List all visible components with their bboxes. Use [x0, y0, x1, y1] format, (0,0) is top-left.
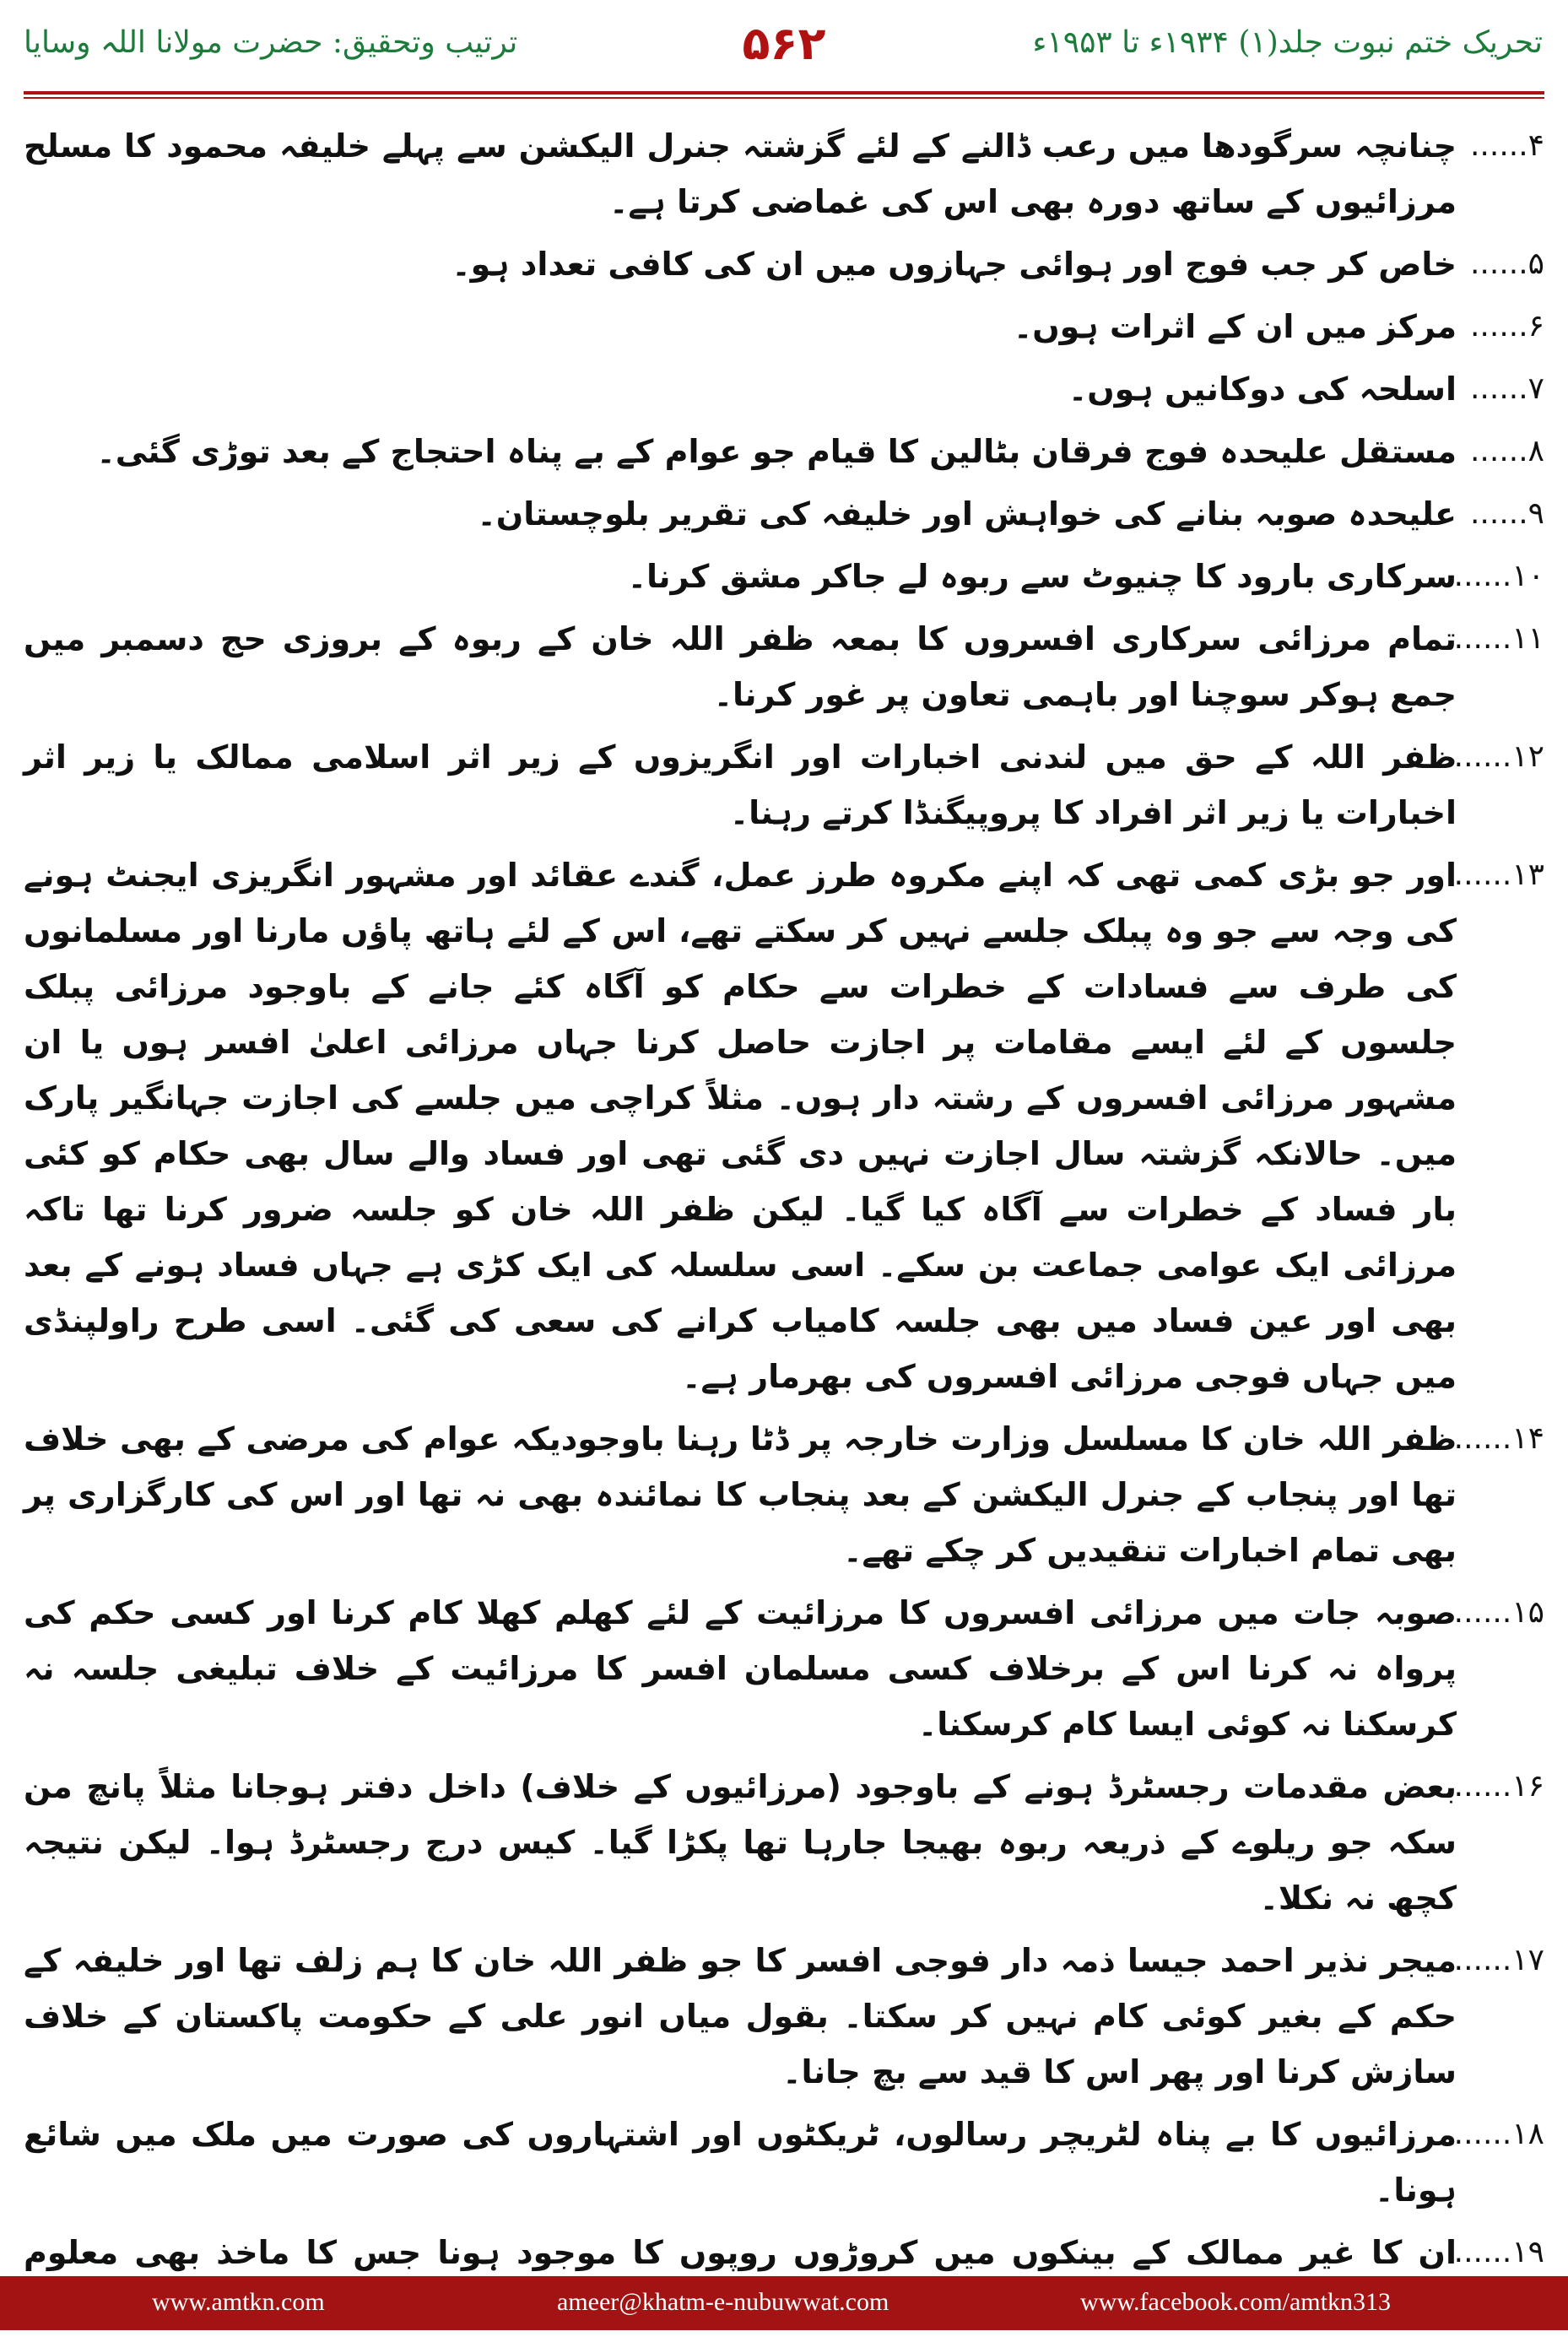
item-number: ۵......: [1469, 246, 1544, 281]
item-text: ظفر اللہ خان کا مسلسل وزارت خارجہ پر ڈٹا رہنا باوجودیکہ عوام کی مرضی کے بھی خلاف تھا اور پنجاب کے جنرل الیکشن کے بعد پنجاب کا نمائندہ بھی نہ تھا اور اس کی کارگزاری پر بھی تمام اخبارات تنقیدیں کر چکے تھے۔: [24, 1420, 1457, 1569]
item-text: مستقل علیحدہ فوج فرقان بٹالین کا قیام جو عوام کے بے پناہ احتجاج کے بعد توڑی گئی۔: [96, 433, 1457, 470]
list-item: [24, 729, 1544, 841]
page-footer: [0, 2276, 1568, 2330]
item-text: میجر نذیر احمد جیسا ذمہ دار فوجی افسر کا جو ظفر اللہ خان کا ہم زلف تھا اور خلیفہ کے حکم کے بغیر کوئی کام نہیں کر سکتا۔ بقول میاں انور علی کے حکومت پاکستان کے خلاف سازش کرنا اور پھر اس کا قید سے بچ جانا۔: [24, 1942, 1457, 2090]
item-text: صوبہ جات میں مرزائی افسروں کا مرزائیت کے لئے کھلم کھلا کام کرنا اور کسی حکم کی پرواہ نہ کرنا اس کے برخلاف کسی مسلمان افسر کا مرزائیت کے خلاف تبلیغی جلسہ نہ کرسکنا نہ کوئی ایسا کام کرسکنا۔: [24, 1594, 1457, 1743]
list-item: [24, 2107, 1544, 2218]
book-title: تحریک ختم نبوت جلد(۱) ۱۹۳۴ء تا ۱۹۵۳ء: [1032, 25, 1543, 60]
item-number: ۱۹......: [1453, 2235, 1544, 2269]
item-text: ظفر اللہ کے حق میں لندنی اخبارات اور انگریزوں کے زیر اثر اسلامی ممالک یا زیر اثر اخبارات یا زیر اثر افراد کا پروپیگنڈا کرتے رہنا۔: [24, 738, 1457, 831]
website-link[interactable]: www.amtkn.com: [152, 2288, 325, 2316]
item-text: علیحدہ صوبہ بنانے کی خواہش اور خلیفہ کی تقریر بلوچستان۔: [477, 495, 1457, 533]
item-number: ۱۵......: [1453, 1595, 1544, 1630]
page-body: [24, 118, 1544, 2271]
item-text: خاص کر جب فوج اور ہوائی جہازوں میں ان کی کافی تعداد ہو۔: [451, 246, 1457, 283]
facebook-link[interactable]: www.facebook.com/amtkn313: [1080, 2288, 1391, 2316]
list-item: [24, 549, 1544, 604]
header-divider-thin: [24, 97, 1544, 99]
item-number: ۴......: [1469, 128, 1544, 163]
item-number: ۱۷......: [1453, 1943, 1544, 1977]
item-text: چنانچہ سرگودھا میں رعب ڈالنے کے لئے گزشتہ جنرل الیکشن سے پہلے خلیفہ محمود کا مسلح مرزائیوں کے ساتھ دورہ بھی اس کی غماضی کرتا ہے۔: [24, 127, 1457, 220]
item-text: مرزائیوں کا بے پناہ لٹریچر رسالوں، ٹریکٹوں اور اشتہاروں کی صورت میں ملک میں شائع ہونا۔: [24, 2116, 1457, 2209]
item-number: ۱۱......: [1453, 621, 1544, 656]
item-text: تمام مرزائی سرکاری افسروں کا بمعہ ظفر اللہ خان کے ربوہ کے بروزی حج دسمبر میں جمع ہوکر سوچنا اور باہمی تعاون پر غور کرنا۔: [24, 620, 1457, 713]
compiler-credit: ترتیب وتحقیق: حضرت مولانا اللہ وسایا: [24, 25, 518, 60]
item-number: ۶......: [1469, 309, 1544, 343]
item-text: اسلحہ کی دوکانیں ہوں۔: [1068, 371, 1457, 408]
list-item: [24, 299, 1544, 354]
list-item: [24, 361, 1544, 417]
email-link[interactable]: ameer@khatm-e-nubuwwat.com: [557, 2288, 889, 2316]
item-number: ۷......: [1469, 371, 1544, 406]
list-item: [24, 424, 1544, 479]
item-number: ۱۲......: [1453, 739, 1544, 774]
list-item: [24, 486, 1544, 542]
item-number: ۱۴......: [1453, 1421, 1544, 1456]
item-text: بعض مقدمات رجسٹرڈ ہونے کے باوجود (مرزائیوں کے خلاف) داخل دفتر ہوجانا مثلاً پانچ من سکہ جو ریلوے کے ذریعہ ربوہ بھیجا جارہا تھا پکڑا گیا۔ کیس درج رجسٹرڈ ہوا۔ لیکن نتیجہ کچھ نہ نکلا۔: [24, 1768, 1457, 1917]
list-item: [24, 118, 1544, 230]
item-number: ۱۶......: [1453, 1769, 1544, 1804]
page-header: [0, 0, 1568, 100]
item-text: مرکز میں ان کے اثرات ہوں۔: [1013, 308, 1457, 345]
item-number: ۱۰......: [1453, 559, 1544, 593]
list-item: [24, 1759, 1544, 1926]
item-text: ان کا غیر ممالک کے بینکوں میں کروڑوں روپوں کا موجود ہونا جس کا ماخذ بھی معلوم: [24, 2234, 1457, 2271]
header-divider: [24, 91, 1544, 95]
list-item: [24, 847, 1544, 1404]
list-item: [24, 1933, 1544, 2100]
list-item: [24, 1411, 1544, 1578]
page-number: ۵۶۲: [742, 17, 826, 70]
list-item: [24, 236, 1544, 292]
item-text: سرکاری بارود کا چنیوٹ سے ربوہ لے جاکر مشق کرنا۔: [627, 558, 1457, 595]
item-number: ۹......: [1469, 496, 1544, 531]
item-text: اور جو بڑی کمی تھی کہ اپنے مکروہ طرز عمل، گندے عقائد اور مشہور انگریزی ایجنٹ ہونے کی وجہ سے جو وہ پبلک جلسے نہیں کر سکتے تھے، اس کے لئے ہاتھ پاؤں مارنا اور مسلمانوں کی طرف سے فسادات کے خطرات سے حکام کو آگاہ کئے جانے کے باوجود مرزائی پبلک جلسوں کے لئے ایسے مقامات پر اجازت حاصل کرنا جہاں مرزائی اعلیٰ افسر ہوں یا ان مشہور مرزائی افسروں کے رشتہ دار ہوں۔ مثلاً کراچی میں جلسے کی اجازت جہانگیر پارک میں۔ حالانکہ گزشتہ سال اجازت نہیں دی گئی تھی اور فساد والے سال بھی حکام کو کئی بار فساد کے خطرات سے آگاہ کیا گیا۔ لیکن ظفر اللہ خان کو جلسہ ضرور کرنا تھا تاکہ مرزائی ایک عوامی جماعت بن سکے۔ اسی سلسلہ کی ایک کڑی ہے جہاں فساد ہونے کے بعد بھی اور عین فساد میں بھی جلسہ کامیاب کرانے کی سعی کی گئی۔ اسی طرح راولپنڈی میں جہاں فوجی مرزائی افسروں کی بھرمار ہے۔: [24, 857, 1457, 1395]
item-number: ۱۸......: [1453, 2117, 1544, 2151]
list-item: [24, 1585, 1544, 1752]
list-item: [24, 611, 1544, 722]
item-number: ۱۳......: [1453, 857, 1544, 892]
item-number: ۸......: [1469, 434, 1544, 468]
